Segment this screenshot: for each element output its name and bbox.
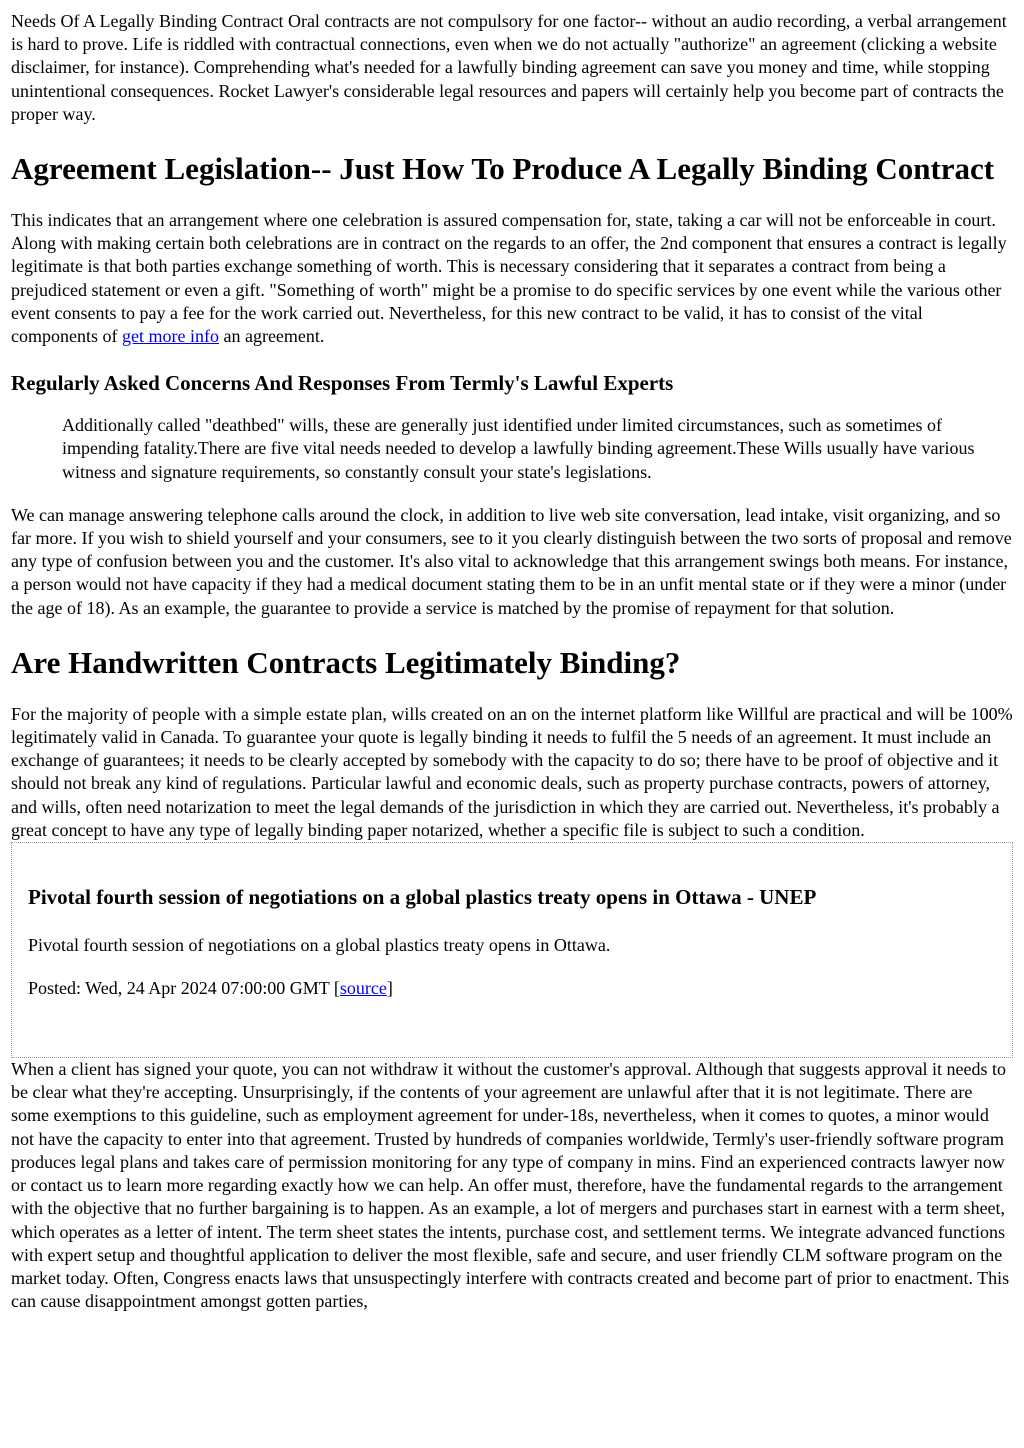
closing-paragraph: When a client has signed your quote, you can not withdraw it without the customer's approval. Although that suggests approval it needs to be clear what they're accepting. Unsurprisingly, if the contents of your agreement are unlawful after that it is not legitimate. There are some exemptions to this guideline, such as employment agreement for under-18s, nevertheless, when it comes to quotes, a minor would not have the capacity to enter into that agreement. Trusted by hundreds of companies worldwide, Termly's user-friendly software program produces legal plans and takes care of permission monitoring for any type of company in mins. Find an experienced contracts lawyer now or contact us to learn more regarding exactly how we can help. An offer must, therefore, have the fundamental regards to the arrangement with the objective that no further bargaining is to happen. As an example, a lot of mergers and purchases start in earnest with a term sheet, which operates as a letter of intent. The term sheet states the intents, purchase cost, and settlement terms. We integrate advanced functions with expert setup and thoughtful application to deliver the most flexible, safe and secure, and user friendly CLM software program on the market today. Often, Congress enacts laws that unsuspectingly interfere with contracts created and become part of prior to enactment. This can cause disappointment amongst gotten parties, xyxy=(11,1059,1010,1312)
deathbed-wills-quote: Additionally called "deathbed" wills, these are generally just identified under limited circumstances, such as sometimes of impending fatality.There are five vital needs needed to develop a lawfully binding agreement.These Wills usually have various witness and signature requirements, so constantly consult your state's legislations. xyxy=(62,415,975,482)
subsection-heading-faq: Regularly Asked Concerns And Responses From Termly's Lawful Experts xyxy=(11,371,674,396)
intro-paragraph: Needs Of A Legally Binding Contract Oral contracts are not compulsory for one factor-- without an audio recording, a verbal arrangement is hard to prove. Life is riddled with contractual connections, even when we do not actually "authorize" an agreement (clicking a website disclaimer, for instance). Comprehending what's needed for a lawfully binding agreement can save you money and time, while stopping unintentional consequences. Rocket Lawyer's considerable legal resources and papers will certainly help you become part of contracts the proper way. xyxy=(11,11,1007,124)
agreement-paragraph-tail: an agreement. xyxy=(218,326,325,347)
call-handling-paragraph: We can manage answering telephone calls around the clock, in addition to live web site conversation, lead intake, visit organizing, and so far more. If you wish to shield yourself and your consumers, see to it you clearly distinguish between the two sorts of proposal and remove any type of confusion between you and the customer. It's also vital to acknowledge that this arrangement swings both means. For instance, a person would not have capacity if they had a medical document stating them to be in an unfit mental state or if they were a minor (under the age of 18). As an example, the guarantee to provide a service is matched by the promise of repayment for that solution. xyxy=(11,504,1012,618)
agreement-paragraph xyxy=(11,209,1013,348)
agreement-paragraph-text: This indicates that an arrangement where one celebration is assured compensation for, state, taking a car will not be enforceable in court. Along with making certain both celebrations are in contract on the regards to an offer, the 2nd component that ensures a contract is legally legitimate is that both parties exchange something of worth. This is necessary considering that it separates a contract from being a prejudiced statement or even a gift. "Something of worth" might be a promise to do specific services by one event while the various other event consents to pay a fee for the work carried out. Nevertheless, for this new contract to be valid, it has to consist of the vital components of xyxy=(11,210,1007,347)
news-card xyxy=(11,842,1013,1058)
handwritten-contracts-paragraph: For the majority of people with a simple estate plan, wills created on an on the internet platform like Willful are practical and will be 100% legitimately valid in Canada. To guarantee your quote is legally binding it needs to fulfil the 5 needs of an agreement. It must include an exchange of guarantees; it needs to be clearly accepted by somebody with the capacity to do so; there have to be proof of objective and it should not break any kind of regulations. Particular lawful and economic deals, such as property purchase contracts, powers of attorney, and wills, often need notarization to meet the legal demands of the jurisdiction in which they are carried out. Nevertheless, it's probably a great concept to have any type of legally binding paper notarized, whether a specific file is subject to such a condition. xyxy=(11,703,1013,840)
news-posted-line xyxy=(28,977,996,1000)
news-posted-date: Posted: Wed, 24 Apr 2024 07:00:00 GMT [ xyxy=(28,978,340,999)
news-posted-bracket: ] xyxy=(386,978,393,999)
news-source-link[interactable]: source xyxy=(339,978,387,999)
section-heading-handwritten-contracts: Are Handwritten Contracts Legitimately Binding? xyxy=(11,644,681,680)
news-summary: Pivotal fourth session of negotiations on a global plastics treaty opens in Ottawa. xyxy=(28,935,611,956)
news-title: Pivotal fourth session of negotiations on a global plastics treaty opens in Ottawa - UNEP xyxy=(28,885,817,910)
get-more-info-link[interactable]: get more info xyxy=(121,326,219,347)
section-heading-agreement-legislation: Agreement Legislation-- Just How To Produce A Legally Binding Contract xyxy=(11,151,995,187)
